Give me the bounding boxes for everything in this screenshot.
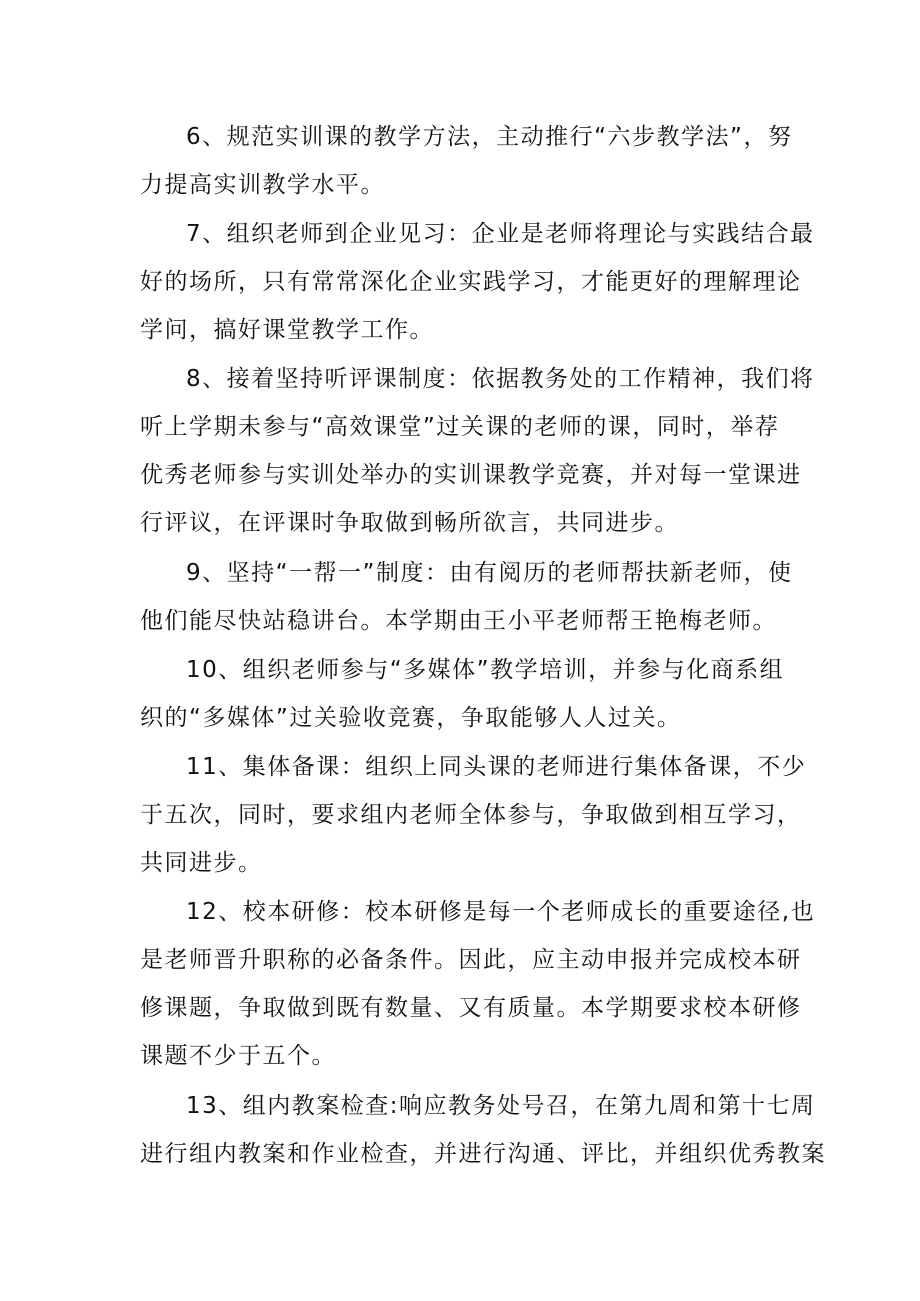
paragraph-item-8 [140, 355, 815, 547]
paragraph-line: 共同进步。 [140, 850, 263, 876]
paragraph-item-6 [140, 113, 793, 209]
paragraph-line: 课题不少于五个。 [140, 1043, 336, 1069]
paragraph-line: 优秀老师参与实训处举办的实训课教学竞赛，并对每一堂课进 [140, 462, 802, 488]
paragraph-line: 进行组内教案和作业检查，并进行沟通、评比，并组织优秀教案 [140, 1141, 826, 1167]
paragraph-item-10 [140, 646, 785, 742]
paragraph-item-7 [140, 210, 815, 354]
paragraph-line: 力提高实训教学水平。 [140, 172, 385, 198]
paragraph-line: 11、集体备课：组织上同头课的老师进行集体备课，不少 [186, 754, 807, 780]
paragraph-line: 好的场所，只有常常深化企业实践学习，才能更好的理解理论 [140, 269, 802, 295]
paragraph-line: 他们能尽快站稳讲台。本学期由王小平老师帮王艳梅老师。 [140, 608, 777, 634]
paragraph-line: 于五次，同时，要求组内老师全体参与，争取做到相互学习， [140, 802, 802, 828]
paragraph-line: 修课题，争取做到既有数量、又有质量。本学期要求校本研修 [140, 995, 802, 1021]
paragraph-line: 6、规范实训课的教学方法，主动推行“六步教学法”，努 [186, 124, 793, 150]
paragraph-line: 10、组织老师参与“多媒体”教学培训，并参与化商系组 [186, 657, 785, 683]
paragraph-line: 13、组内教案检查:响应教务处号召，在第九周和第十七周 [186, 1093, 816, 1119]
paragraph-line: 7、组织老师到企业见习：企业是老师将理论与实践结合最 [186, 221, 815, 247]
paragraph-line: 8、接着坚持听评课制度：依据教务处的工作精神，我们将 [186, 366, 815, 392]
paragraph-line: 行评议，在评课时争取做到畅所欲言，共同进步。 [140, 510, 679, 536]
paragraph-line: 听上学期未参与“高效课堂”过关课的老师的课，同时，举荐 [140, 414, 780, 440]
paragraph-item-9 [140, 549, 793, 645]
paragraph-item-13 [140, 1082, 826, 1178]
paragraph-line: 是老师晋升职称的必备条件。因此，应主动申报并完成校本研 [140, 947, 802, 973]
paragraph-line: 9、坚持“一帮一”制度：由有阅历的老师帮扶新老师，使 [186, 560, 793, 586]
paragraph-item-12 [140, 888, 816, 1080]
paragraph-line: 12、校本研修：校本研修是每一个老师成长的重要途径,也 [186, 899, 816, 925]
paragraph-line: 织的“多媒体”过关验收竞赛，争取能够人人过关。 [140, 705, 682, 731]
paragraph-item-11 [140, 743, 807, 887]
paragraph-line: 学问，搞好课堂教学工作。 [140, 317, 434, 343]
